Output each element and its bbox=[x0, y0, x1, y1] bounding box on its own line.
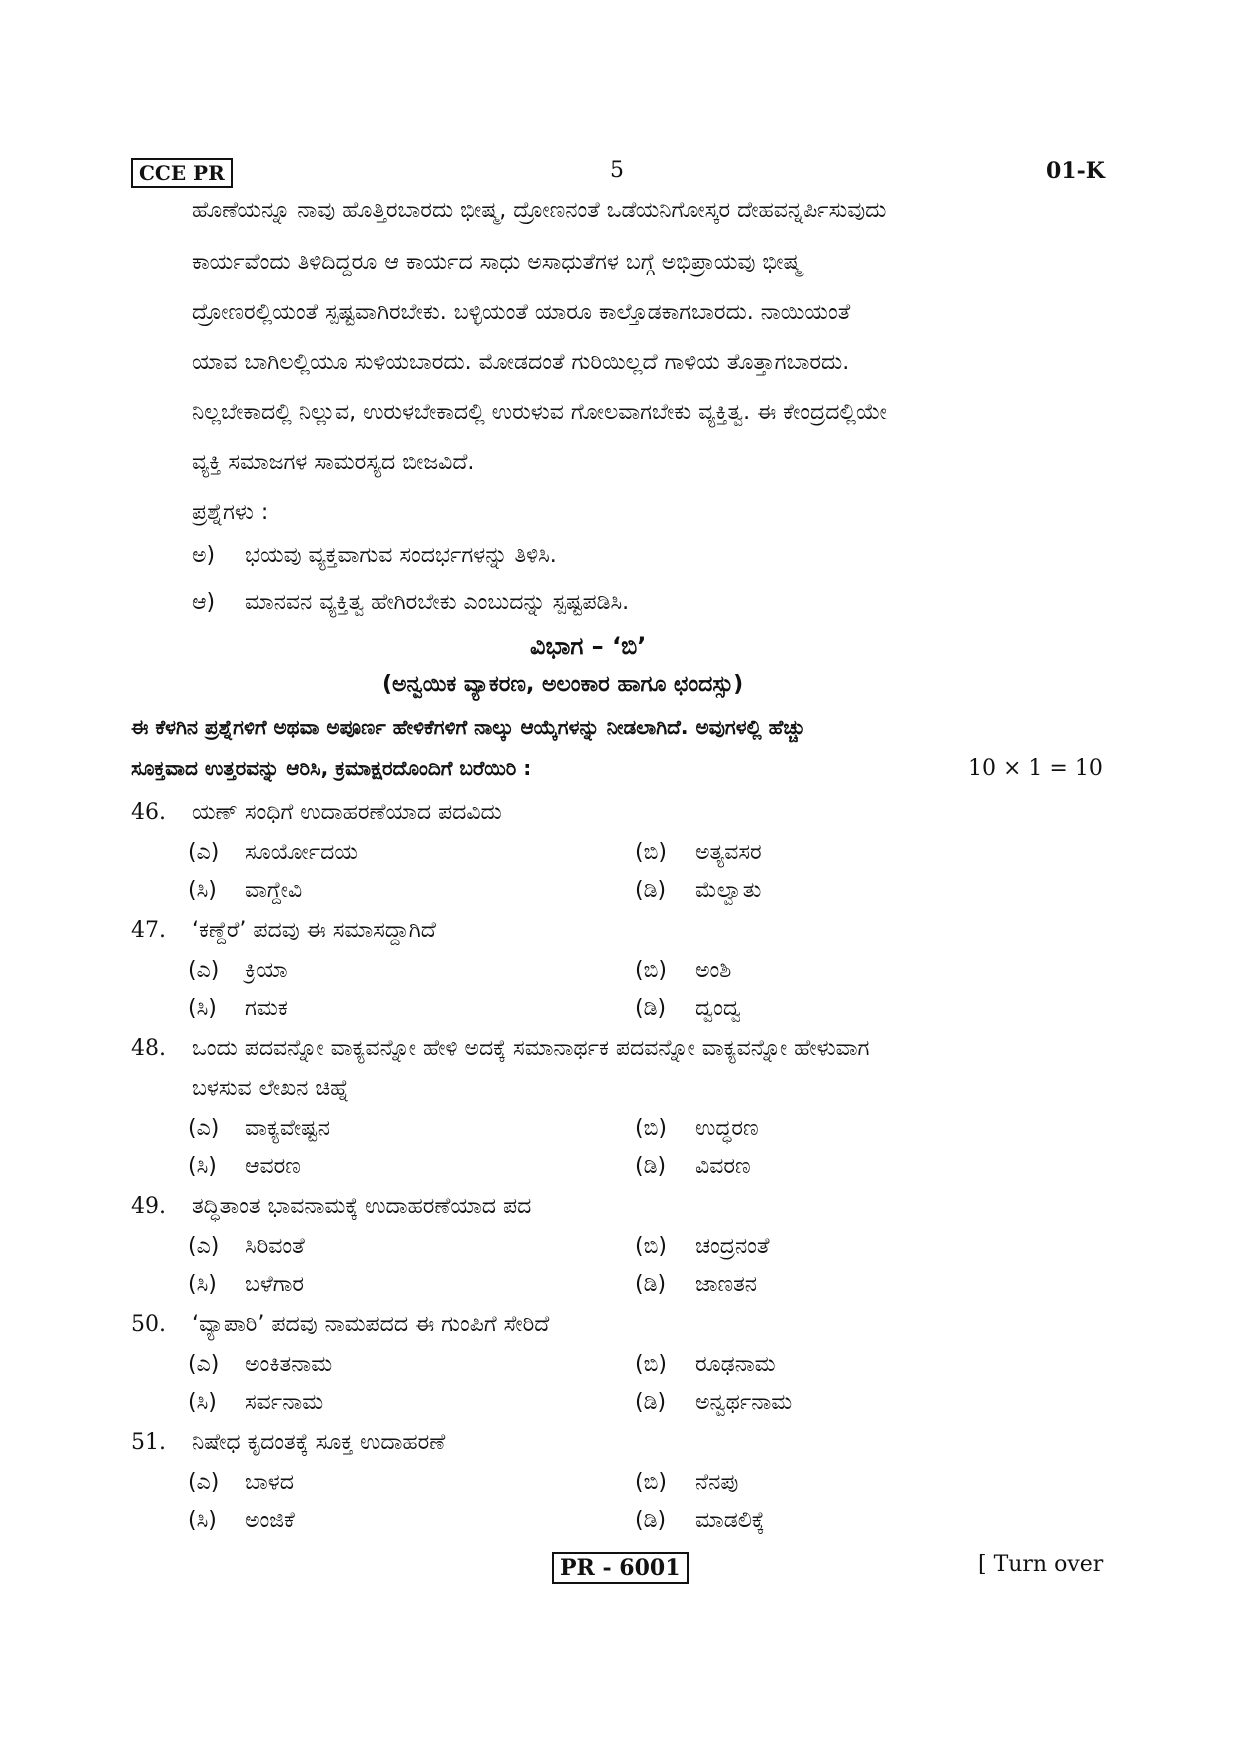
option-label: (ಎ) bbox=[188, 840, 220, 865]
question-text: ‘ಕಣ್ದೆರೆ’ ಪದವು ಈ ಸಮಾಸದ್ದಾಗಿದೆ bbox=[192, 918, 436, 943]
question-number: 49. bbox=[131, 1194, 166, 1219]
question-number: 46. bbox=[131, 800, 166, 825]
option-label: (ಡಿ) bbox=[635, 878, 667, 903]
option-text: ಕ್ರಿಯಾ bbox=[245, 958, 288, 983]
option-text: ಆವರಣ bbox=[245, 1154, 301, 1179]
option-label: (ಎ) bbox=[188, 1234, 220, 1259]
section-subtitle: (ಅನ್ವಯಿಕ ವ್ಯಾಕರಣ, ಅಲಂಕಾರ ಹಾಗೂ ಛಂದಸ್ಸು) bbox=[382, 672, 744, 697]
section-title: ವಿಭಾಗ – ‘ಬಿ’ bbox=[530, 632, 647, 660]
section-marks: 10 × 1 = 10 bbox=[968, 756, 1103, 781]
passage-line: ಹೊಣೆಯನ್ನೂ ನಾವು ಹೊತ್ತಿರಬಾರದು ಭೀಷ್ಮ, ದ್ರೋಣನಂತೆ ಒಡೆಯನಿಗೋಸ್ಕರ ದೇಹವನ್ನರ್ಪಿಸುವುದು bbox=[192, 198, 887, 223]
sub-question-text: ಭಯವು ವ್ಯಕ್ತವಾಗುವ ಸಂದರ್ಭಗಳನ್ನು ತಿಳಿಸಿ. bbox=[245, 543, 557, 568]
option-label: (ಎ) bbox=[188, 1116, 220, 1141]
option-text: ಅಂಜಿಕೆ bbox=[245, 1508, 295, 1533]
option-label: (ಸಿ) bbox=[188, 996, 217, 1021]
option-text: ಸಿರಿವಂತೆ bbox=[245, 1234, 305, 1259]
option-label: (ಎ) bbox=[188, 958, 220, 983]
option-label: (ಎ) bbox=[188, 1352, 220, 1377]
passage-line: ವ್ಯಕ್ತಿ ಸಮಾಜಗಳ ಸಾಮರಸ್ಯದ ಬೀಜವಿದೆ. bbox=[192, 450, 475, 475]
option-label: (ಸಿ) bbox=[188, 1390, 217, 1415]
option-text: ನೆನಪು bbox=[695, 1470, 739, 1495]
option-label: (ಡಿ) bbox=[635, 996, 667, 1021]
option-label: (ಡಿ) bbox=[635, 1272, 667, 1297]
option-label: (ಎ) bbox=[188, 1470, 220, 1495]
option-text: ಬಾಳದ bbox=[245, 1470, 294, 1495]
option-label: (ಸಿ) bbox=[188, 1154, 217, 1179]
option-text: ಮಾಡಲಿಕ್ಕೆ bbox=[695, 1508, 765, 1533]
option-text: ಅಂಕಿತನಾಮ bbox=[245, 1352, 333, 1377]
questions-heading: ಪ್ರಶ್ನೆಗಳು : bbox=[192, 500, 269, 525]
sub-question-label: ಆ) bbox=[192, 590, 216, 615]
question-text: ‘ವ್ಯಾಪಾರಿ’ ಪದವು ನಾಮಪದದ ಈ ಗುಂಪಿಗೆ ಸೇರಿದೆ bbox=[192, 1312, 550, 1337]
option-text: ವಾಗ್ದೇವಿ bbox=[245, 878, 303, 903]
option-text: ಚಂದ್ರನಂತೆ bbox=[695, 1234, 770, 1259]
question-text: ತದ್ಧಿತಾಂತ ಭಾವನಾಮಕ್ಕೆ ಉದಾಹರಣೆಯಾದ ಪದ bbox=[192, 1194, 532, 1219]
option-text: ಬಳೆಗಾರ bbox=[245, 1272, 305, 1297]
question-text: ಯಣ್ ಸಂಧಿಗೆ ಉದಾಹರಣೆಯಾದ ಪದವಿದು bbox=[192, 800, 502, 825]
option-label: (ಸಿ) bbox=[188, 878, 217, 903]
option-text: ವಾಕ್ಯವೇಷ್ಟನ bbox=[245, 1116, 330, 1141]
option-label: (ಸಿ) bbox=[188, 1508, 217, 1533]
question-text: ನಿಷೇಧ ಕೃದಂತಕ್ಕೆ ಸೂಕ್ತ ಉದಾಹರಣೆ bbox=[192, 1430, 446, 1455]
option-label: (ಡಿ) bbox=[635, 1154, 667, 1179]
option-label: (ಬಿ) bbox=[635, 840, 667, 865]
option-text: ಅನ್ವರ್ಥನಾಮ bbox=[695, 1390, 793, 1415]
option-label: (ಡಿ) bbox=[635, 1508, 667, 1533]
section-instruction: ಸೂಕ್ತವಾದ ಉತ್ತರವನ್ನು ಆರಿಸಿ, ಕ್ರಮಾಕ್ಷರದೊಂದಿಗೆ ಬರೆಯಿರಿ : bbox=[131, 756, 532, 780]
question-number: 48. bbox=[131, 1036, 166, 1061]
passage-line: ದ್ರೋಣರಲ್ಲಿಯಂತೆ ಸ್ಪಷ್ಟವಾಗಿರಬೇಕು. ಬಳ್ಳಿಯಂತೆ ಯಾರೂ ಕಾಲ್ತೊಡಕಾಗಬಾರದು. ನಾಯಿಯಂತೆ bbox=[192, 300, 851, 325]
passage-line: ಯಾವ ಬಾಗಿಲಲ್ಲಿಯೂ ಸುಳಿಯಬಾರದು. ಮೋಡದಂತೆ ಗುರಿಯಿಲ್ಲದೆ ಗಾಳಿಯ ತೊತ್ತಾಗಬಾರದು. bbox=[192, 350, 850, 375]
section-instruction: ಈ ಕೆಳಗಿನ ಪ್ರಶ್ನೆಗಳಿಗೆ ಅಥವಾ ಅಪೂರ್ಣ ಹೇಳಿಕೆಗಳಿಗೆ ನಾಲ್ಕು ಆಯ್ಕೆಗಳನ್ನು ನೀಡಲಾಗಿದೆ. ಅವುಗಳಲ್ಲಿ ಹೆಚ್ಚು bbox=[131, 715, 806, 739]
header-code-box: CCE PR bbox=[131, 158, 233, 188]
option-text: ದ್ವಂದ್ವ bbox=[695, 996, 742, 1021]
option-label: (ಬಿ) bbox=[635, 958, 667, 983]
option-text: ಮೆಲ್ವಾತು bbox=[695, 878, 762, 903]
sub-question-label: ಅ) bbox=[192, 543, 216, 568]
option-text: ಜಾಣತನ bbox=[695, 1272, 758, 1297]
option-label: (ಬಿ) bbox=[635, 1116, 667, 1141]
option-text: ಉದ್ಧರಣ bbox=[695, 1116, 759, 1141]
option-label: (ಸಿ) bbox=[188, 1272, 217, 1297]
option-text: ಸೂರ್ಯೋದಯ bbox=[245, 840, 358, 865]
option-text: ರೂಢನಾಮ bbox=[695, 1352, 776, 1377]
option-label: (ಬಿ) bbox=[635, 1352, 667, 1377]
option-text: ಸರ್ವನಾಮ bbox=[245, 1390, 324, 1415]
question-number: 47. bbox=[131, 918, 166, 943]
option-text: ವಿವರಣ bbox=[695, 1154, 751, 1179]
option-text: ಅತ್ಯವಸರ bbox=[695, 840, 762, 865]
page-number: 5 bbox=[610, 158, 624, 183]
footer-paper-code: PR - 6001 bbox=[552, 1552, 689, 1584]
turn-over-note: [ Turn over bbox=[978, 1552, 1104, 1577]
option-text: ಗಮಕ bbox=[245, 996, 288, 1021]
passage-line: ಕಾರ್ಯವೆಂದು ತಿಳಿದಿದ್ದರೂ ಆ ಕಾರ್ಯದ ಸಾಧು ಅಸಾಧುತೆಗಳ ಬಗ್ಗೆ ಅಭಿಪ್ರಾಯವು ಭೀಷ್ಮ bbox=[192, 250, 802, 275]
sub-question-text: ಮಾನವನ ವ್ಯಕ್ತಿತ್ವ ಹೇಗಿರಬೇಕು ಎಂಬುದನ್ನು ಸ್ಪಷ್ಟಪಡಿಸಿ. bbox=[245, 590, 630, 615]
option-text: ಅಂಶಿ bbox=[695, 958, 732, 983]
question-text-continued: ಬಳಸುವ ಲೇಖನ ಚಿಹ್ನೆ bbox=[192, 1076, 350, 1101]
option-label: (ಬಿ) bbox=[635, 1470, 667, 1495]
question-number: 50. bbox=[131, 1312, 166, 1337]
option-label: (ಬಿ) bbox=[635, 1234, 667, 1259]
paper-code: 01-K bbox=[1046, 158, 1105, 184]
passage-line: ನಿಲ್ಲಬೇಕಾದಲ್ಲಿ ನಿಲ್ಲುವ, ಉರುಳಬೇಕಾದಲ್ಲಿ ಉರುಳುವ ಗೋಲವಾಗಬೇಕು ವ್ಯಕ್ತಿತ್ವ. ಈ ಕೇಂದ್ರದಲ್ಲಿಯೇ bbox=[192, 400, 887, 425]
question-text: ಒಂದು ಪದವನ್ನೋ ವಾಕ್ಯವನ್ನೋ ಹೇಳಿ ಅದಕ್ಕೆ ಸಮಾನಾರ್ಥಕ ಪದವನ್ನೋ ವಾಕ್ಯವನ್ನೋ ಹೇಳುವಾಗ bbox=[192, 1036, 870, 1061]
question-number: 51. bbox=[131, 1430, 166, 1455]
option-label: (ಡಿ) bbox=[635, 1390, 667, 1415]
